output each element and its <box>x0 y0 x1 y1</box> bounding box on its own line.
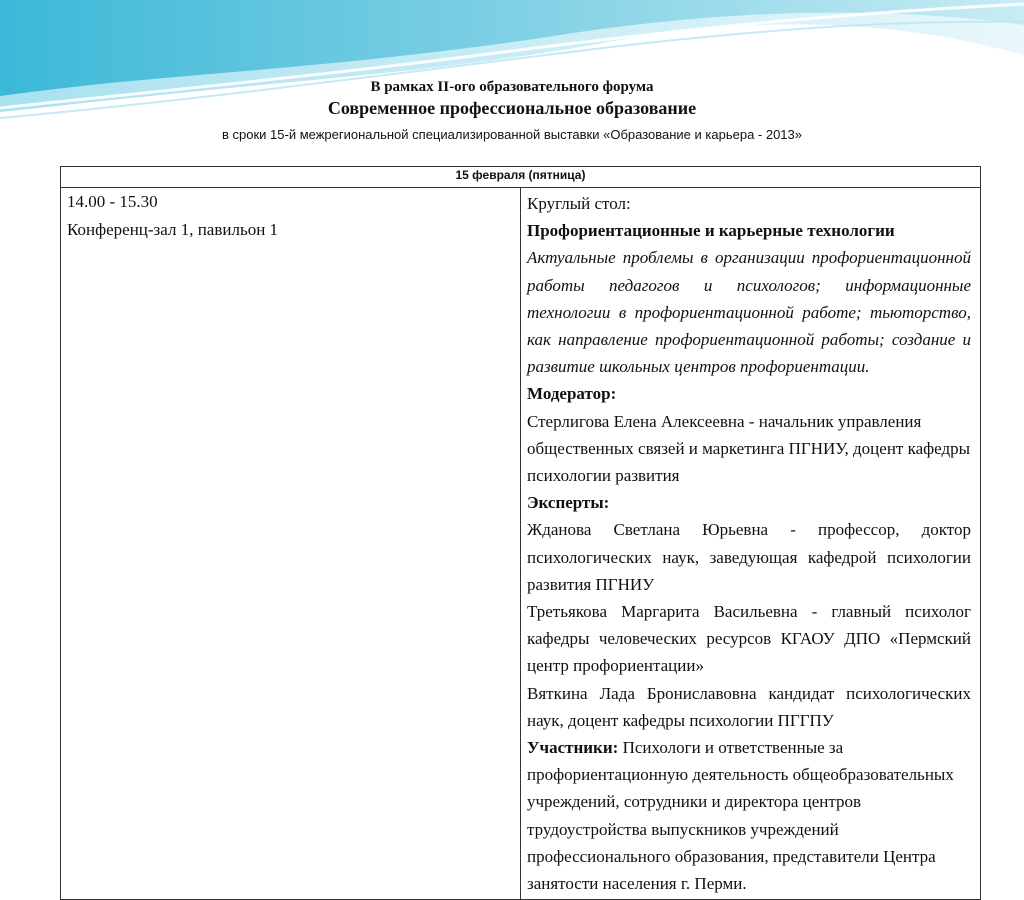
session-format: Круглый стол: <box>527 194 631 213</box>
participants-label: Участники: <box>527 738 619 758</box>
page-header <box>0 78 1024 143</box>
expert-item: Третьякова Маргарита Васильевна - главный психолог кафедры человеческих ресурсов КГАОУ ДПО «Пермский центр профориентации» <box>527 602 971 676</box>
expert-item: Вяткина Лада Брониславовна кандидат психологических наук, доцент кафедры психологии ПГГПУ <box>527 683 971 730</box>
exhibition-line: в сроки 15-й межрегиональной специализированной выставки «Образование и карьера - 2013» <box>222 127 802 142</box>
date-row <box>61 167 981 188</box>
moderator-label: Модератор: <box>527 384 617 404</box>
forum-title: Современное профессиональное образование <box>327 98 697 118</box>
session-venue: Конференц-зал 1, павильон 1 <box>67 220 279 239</box>
participants-block <box>527 734 971 897</box>
expert-item: Жданова Светлана Юрьевна - профессор, доктор психологических наук, заведующая кафедрой психологии развития ПГНИУ <box>527 520 971 594</box>
session-issues: Актуальные проблемы в организации профориентационной работы педагогов и психологов; информационные технологии в профориентационной работе; тьюторство, как направление профориентационной работы; создание и развитие школьных центров профориентации. <box>527 248 971 377</box>
participants-text: Психологи и ответственные за профориентационную деятельность общеобразовательных учреждений, сотрудники и директора центров трудоустройства выпускников учреждений профессионального образования, представители Центра занятости населения г. Перми. <box>527 738 954 894</box>
date-cell: 15 февраля (пятница) <box>61 167 981 188</box>
session-topic: Профориентационные и карьерные технологии <box>527 221 895 241</box>
session-row <box>61 188 981 900</box>
session-content-cell <box>521 188 981 900</box>
program-table <box>60 166 981 900</box>
time-venue-cell <box>61 188 521 900</box>
moderator-text: Стерлигова Елена Алексеевна - начальник управления общественных связей и маркетинга ПГНИУ, доцент кафедры психологии развития <box>527 411 971 486</box>
forum-line: В рамках II-ого образовательного форума <box>370 79 654 95</box>
session-time: 14.00 - 15.30 <box>67 192 158 211</box>
experts-label: Эксперты: <box>527 493 610 513</box>
